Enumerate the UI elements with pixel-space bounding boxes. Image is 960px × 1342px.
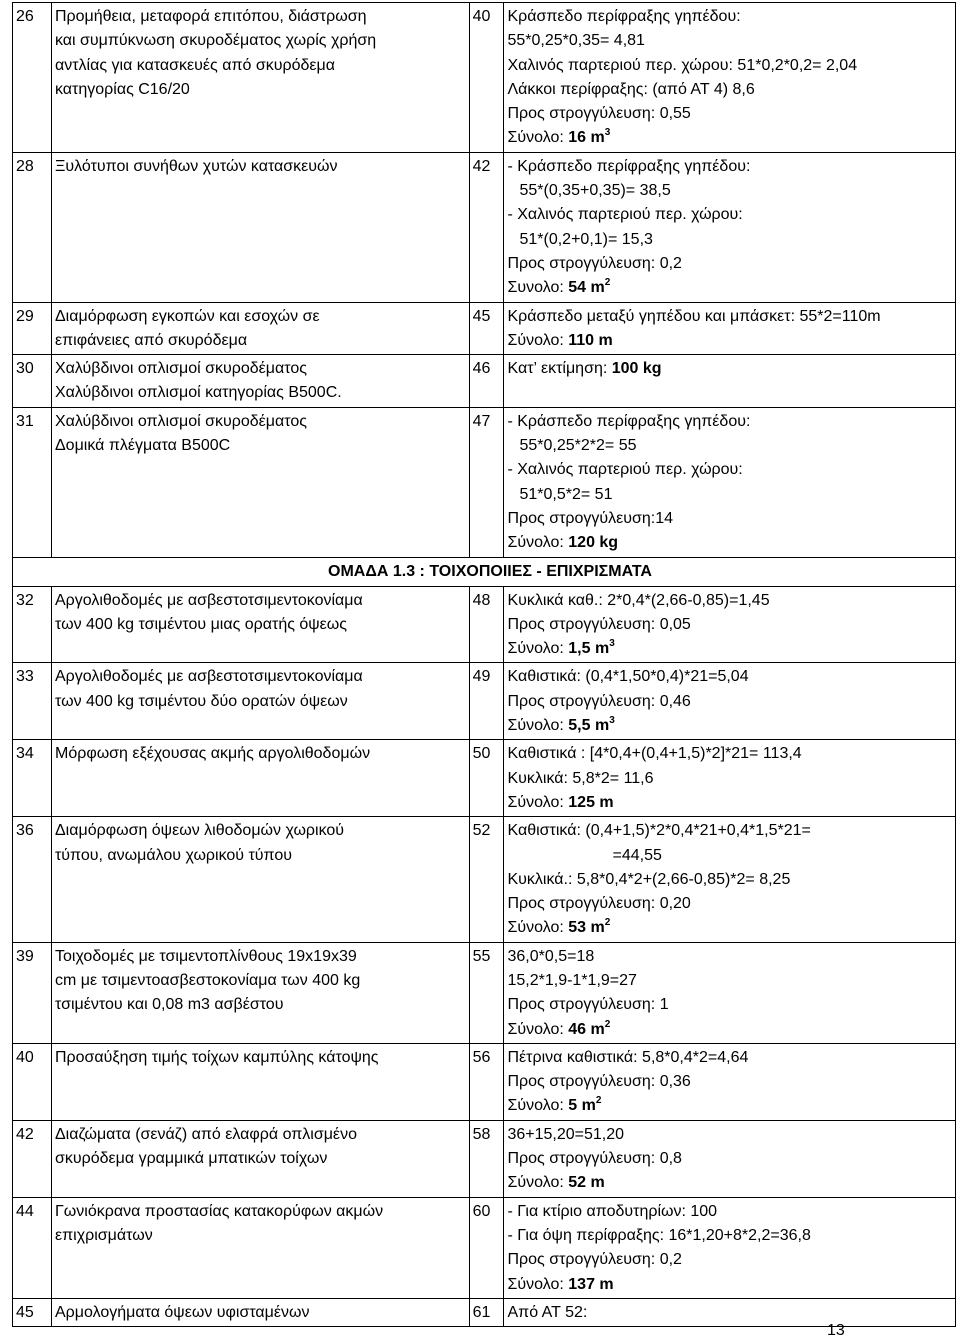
calc-line xyxy=(507,1147,952,1171)
item-number-cell xyxy=(13,740,52,817)
calc-line-text: Κυκλικά.: 5,8*0,4*2+(2,66-0,85)*2= 8,25 xyxy=(507,870,791,888)
calc-line xyxy=(507,690,952,714)
group-header-cell xyxy=(13,557,956,586)
calc-line xyxy=(507,410,952,434)
calc-line xyxy=(507,5,952,29)
calc-line xyxy=(507,791,952,815)
calc-line xyxy=(507,531,952,555)
item-description-cell xyxy=(51,302,469,355)
calc-line xyxy=(507,357,952,381)
calc-line-text: Κράσπεδο μεταξύ γηπέδου και μπάσκετ: 55*2=110m xyxy=(507,307,881,325)
calc-line-text: Σύνολο: xyxy=(507,1097,569,1115)
calc-line-text: Προς στρογγύλευση: 0,2 xyxy=(507,1251,682,1269)
calc-number-cell xyxy=(469,1298,504,1326)
item-number-cell xyxy=(13,1298,52,1326)
calc-line xyxy=(507,844,952,868)
table-row xyxy=(13,817,956,942)
calc-total-value: 110 m xyxy=(568,331,613,349)
table-row xyxy=(13,355,956,408)
calc-line-text: Σύνολο: xyxy=(507,331,569,349)
calc-line-text: Σύνολο: xyxy=(507,919,569,937)
calc-number-cell xyxy=(469,942,504,1043)
calc-number-cell xyxy=(469,3,504,153)
item-description-cell xyxy=(51,1197,469,1298)
calc-total-value: 120 kg xyxy=(568,534,619,552)
table-row xyxy=(13,407,956,557)
calc-number-cell xyxy=(469,1043,504,1120)
item-description-line: επιχρισμάτων xyxy=(54,1226,153,1244)
item-description-line: Προσαύξηση τιμής τοίχων καμπύλης κάτοψης xyxy=(54,1048,379,1066)
calc-line xyxy=(507,458,952,482)
calc-total-value: 5,5 m xyxy=(568,717,610,735)
item-number: 36 xyxy=(16,822,34,840)
table-section-after xyxy=(13,586,956,1327)
calc-number: 46 xyxy=(472,360,491,378)
item-description-line: των 400 kg τσιμέντου δύο ορατών όψεων xyxy=(54,692,348,710)
item-number: 32 xyxy=(16,591,34,609)
item-number: 45 xyxy=(16,1303,34,1321)
group-header-row xyxy=(13,557,956,586)
calc-line xyxy=(507,1123,952,1147)
calc-details-cell xyxy=(504,1120,956,1197)
calc-details-cell xyxy=(504,302,956,355)
item-description-cell xyxy=(51,740,469,817)
item-description-cell xyxy=(51,152,469,302)
item-number-cell xyxy=(13,586,52,663)
item-number: 30 xyxy=(16,360,34,378)
item-description-line: Γωνιόκρανα προστασίας κατακορύφων ακμών xyxy=(54,1202,384,1220)
calc-line-text: Προς στρογγύλευση: 0,36 xyxy=(507,1073,691,1091)
calc-line xyxy=(507,507,952,531)
item-description-line: Διαμόρφωση όψεων λιθοδομών χωρικού xyxy=(54,822,345,840)
item-description-line: Δομικά πλέγματα B500C xyxy=(54,437,231,455)
calc-number: 48 xyxy=(472,591,491,609)
calc-line xyxy=(507,228,952,252)
quantities-table xyxy=(12,2,956,1327)
calc-line xyxy=(507,969,952,993)
calc-line-text: Προς στρογγύλευση: 0,46 xyxy=(507,692,691,710)
calc-line-text: 36+15,20=51,20 xyxy=(507,1125,625,1143)
calc-line xyxy=(507,868,952,892)
calc-details-cell xyxy=(504,407,956,557)
item-number: 42 xyxy=(16,1125,34,1143)
calc-line xyxy=(507,179,952,203)
calc-line-text: Σύνολο: xyxy=(507,717,569,735)
calc-line-text: Σύνολο: xyxy=(507,1020,569,1038)
calc-line-text: Χαλινός παρτεριού περ. χώρου: 51*0,2*0,2= 2,04 xyxy=(507,56,858,74)
calc-total-value: 5 m xyxy=(568,1097,596,1115)
calc-total-value: 54 m xyxy=(568,279,605,297)
calc-line-text: Κυκλικά: 5,8*2= 11,6 xyxy=(507,769,654,787)
item-description-line: Χαλύβδινοι οπλισμοί κατηγορίας B500C. xyxy=(54,384,342,402)
item-description-cell xyxy=(51,407,469,557)
item-description-line: Χαλύβδινοι οπλισμοί σκυροδέματος xyxy=(54,360,307,378)
calc-line xyxy=(507,1070,952,1094)
calc-details-cell xyxy=(504,1298,956,1326)
calc-line xyxy=(507,1094,952,1118)
calc-line xyxy=(507,819,952,843)
calc-line-text: Λάκκοι περίφραξης: (από ΑΤ 4) 8,6 xyxy=(507,80,755,98)
item-description-cell xyxy=(51,1043,469,1120)
calc-details-cell xyxy=(504,1197,956,1298)
calc-details-cell xyxy=(504,942,956,1043)
calc-line-text: Κράσπεδο περίφραξης γηπέδου: xyxy=(507,8,741,25)
item-description-cell xyxy=(51,355,469,408)
calc-line-text: Προς στρογγύλευση: 0,8 xyxy=(507,1150,682,1168)
item-description-line: τσιμέντου και 0,08 m3 ασβέστου xyxy=(54,996,284,1014)
calc-line-text: Καθιστικά: (0,4*1,50*0,4)*21=5,04 xyxy=(507,668,749,686)
item-number-cell xyxy=(13,663,52,740)
calc-number: 52 xyxy=(472,822,491,840)
table-row xyxy=(13,1043,956,1120)
item-description-line: αντλίας για κατασκευές από σκυρόδεμα xyxy=(54,56,335,74)
item-description-line: σκυρόδεμα γραμμικά μπατικών τοίχων xyxy=(54,1150,328,1168)
item-description-line: Αρμολογήματα όψεων υφισταμένων xyxy=(54,1303,310,1321)
item-number: 29 xyxy=(16,307,34,325)
calc-number: 55 xyxy=(472,947,491,965)
calc-number-cell xyxy=(469,152,504,302)
calc-line-text: - Χαλινός παρτεριού περ. χώρου: xyxy=(507,206,743,224)
unit-exponent: 2 xyxy=(604,917,611,929)
calc-line xyxy=(507,434,952,458)
calc-line-text: 15,2*1,9-1*1,9=27 xyxy=(507,971,637,989)
item-description-line: Μόρφωση εξέχουσας ακμής αργολιθοδομών xyxy=(54,745,371,763)
calc-line xyxy=(507,1301,952,1325)
calc-line-text: Προς στρογγύλευση: 0,05 xyxy=(507,615,691,633)
calc-line xyxy=(507,126,952,150)
calc-number-cell xyxy=(469,586,504,663)
table-row xyxy=(13,1298,956,1326)
calc-number: 56 xyxy=(472,1048,491,1066)
calc-details-cell xyxy=(504,817,956,942)
item-number: 33 xyxy=(16,668,34,686)
item-description-line: Διαζώματα (σενάζ) από ελαφρά οπλισμένο xyxy=(54,1125,357,1143)
calc-total-value: 100 kg xyxy=(611,360,662,378)
item-description-line: Χαλύβδινοι οπλισμοί σκυροδέματος xyxy=(54,412,307,430)
calc-number: 49 xyxy=(472,668,491,686)
calc-line-text: Κυκλικά καθ.: 2*0,4*(2,66-0,85)=1,45 xyxy=(507,591,770,609)
calc-details-cell xyxy=(504,1043,956,1120)
calc-line-text: Σύνολο: xyxy=(507,793,569,811)
item-description-line: τύπου, ανωμάλου χωρικού τύπου xyxy=(54,846,293,864)
item-description-line: και συμπύκνωση σκυροδέματος χωρίς χρήση xyxy=(54,32,377,50)
calc-line xyxy=(507,637,952,661)
item-description-line: Αργολιθοδομές με ασβεστοτσιμεντοκονίαμα xyxy=(54,668,363,686)
calc-line xyxy=(507,78,952,102)
item-number-cell xyxy=(13,942,52,1043)
table-row xyxy=(13,152,956,302)
calc-line xyxy=(507,1171,952,1195)
item-description-line: cm με τσιμεντοασβεστοκονίαμα των 400 kg xyxy=(54,971,361,989)
calc-line-text: =44,55 xyxy=(612,846,662,864)
calc-number: 60 xyxy=(472,1202,491,1220)
item-description-cell xyxy=(51,586,469,663)
item-number: 26 xyxy=(16,8,34,25)
calc-line xyxy=(507,665,952,689)
item-number-cell xyxy=(13,1043,52,1120)
calc-number-cell xyxy=(469,355,504,408)
calc-line-text: Πέτρινα καθιστικά: 5,8*0,4*2=4,64 xyxy=(507,1048,749,1066)
calc-line-text: 36,0*0,5=18 xyxy=(507,947,595,965)
item-number: 34 xyxy=(16,745,34,763)
unit-exponent: 2 xyxy=(604,1018,611,1030)
calc-number-cell xyxy=(469,663,504,740)
item-description-line: επιφάνειες από σκυρόδεμα xyxy=(54,331,248,349)
calc-line-text: Σύνολο: xyxy=(507,1275,569,1293)
item-number-cell xyxy=(13,152,52,302)
calc-line xyxy=(507,203,952,227)
calc-line xyxy=(507,155,952,179)
item-description-line: των 400 kg τσιμέντου μιας ορατής όψεως xyxy=(54,615,348,633)
item-description-cell xyxy=(51,942,469,1043)
calc-line xyxy=(507,29,952,53)
calc-line-text: 55*0,25*2*2= 55 xyxy=(519,437,637,455)
calc-line xyxy=(507,1018,952,1042)
calc-line xyxy=(507,1200,952,1224)
table-row xyxy=(13,740,956,817)
item-description-line: Διαμόρφωση εγκοπών και εσοχών σε xyxy=(54,307,320,325)
item-number: 31 xyxy=(16,412,34,430)
unit-exponent: 3 xyxy=(609,715,615,727)
calc-line-text: Καθιστικά : [4*0,4+(0,4+1,5)*2]*21= 113,4 xyxy=(507,745,802,763)
calc-details-cell xyxy=(504,3,956,153)
group-header: ΟΜΑΔΑ 1.3 : ΤΟΙΧΟΠΟΙΙΕΣ - ΕΠΙΧΡΙΣΜΑΤΑ xyxy=(328,562,652,580)
item-number: 39 xyxy=(16,947,34,965)
item-description-line: Τοιχοδομές με τσιμεντοπλίνθους 19x19x39 xyxy=(54,947,357,965)
calc-line-text: 51*0,5*2= 51 xyxy=(519,485,613,503)
calc-line-text: Προς στρογγύλευση: 0,55 xyxy=(507,105,691,123)
item-description-line: Αργολιθοδομές με ασβεστοτσιμεντοκονίαμα xyxy=(54,591,363,609)
table-row xyxy=(13,586,956,663)
item-number-cell xyxy=(13,302,52,355)
calc-total-value: 52 m xyxy=(568,1174,605,1192)
item-description-cell xyxy=(51,1120,469,1197)
calc-details-cell xyxy=(504,663,956,740)
calc-line xyxy=(507,252,952,276)
calc-line xyxy=(507,916,952,940)
calc-line xyxy=(507,483,952,507)
item-number-cell xyxy=(13,355,52,408)
calc-number-cell xyxy=(469,1197,504,1298)
table-row xyxy=(13,1197,956,1298)
calc-line-text: Προς στρογγύλευση: 0,2 xyxy=(507,254,682,272)
calc-number-cell xyxy=(469,817,504,942)
calc-details-cell xyxy=(504,586,956,663)
calc-number: 40 xyxy=(472,8,491,25)
item-number: 28 xyxy=(16,157,34,175)
calc-line xyxy=(507,742,952,766)
item-description-cell xyxy=(51,1298,469,1326)
item-number: 44 xyxy=(16,1202,34,1220)
item-number-cell xyxy=(13,407,52,557)
calc-line-text: Σύνολο: xyxy=(507,534,569,552)
unit-exponent: 2 xyxy=(604,277,611,289)
calc-line xyxy=(507,102,952,126)
calc-number: 47 xyxy=(472,412,491,430)
calc-line-text: - Κράσπεδο περίφραξης γηπέδου: xyxy=(507,412,751,430)
unit-exponent: 2 xyxy=(595,1095,602,1107)
page-number: 13 xyxy=(827,1322,845,1339)
calc-line-text: Προς στρογγύλευση: 0,20 xyxy=(507,895,691,913)
calc-total-value: 125 m xyxy=(568,793,614,811)
calc-line-text: Από ΑΤ 52: xyxy=(507,1303,588,1321)
calc-number-cell xyxy=(469,407,504,557)
calc-line-text: Κατ’ εκτίμηση: xyxy=(507,360,612,378)
item-number-cell xyxy=(13,1120,52,1197)
unit-exponent: 3 xyxy=(609,638,615,650)
calc-number: 58 xyxy=(472,1125,491,1143)
calc-details-cell xyxy=(504,740,956,817)
item-description-line: Ξυλότυποι συνήθων χυτών κατασκευών xyxy=(54,157,338,175)
calc-line-text: 55*(0,35+0,35)= 38,5 xyxy=(519,182,671,200)
calc-total-value: 16 m xyxy=(568,129,605,147)
item-number-cell xyxy=(13,3,52,153)
calc-line xyxy=(507,1046,952,1070)
calc-line xyxy=(507,276,952,300)
calc-line-text: Σύνολο: xyxy=(507,129,569,147)
calc-line-text: - Για όψη περίφραξης: 16*1,20+8*2,2=36,8 xyxy=(507,1226,811,1244)
item-number-cell xyxy=(13,1197,52,1298)
calc-line xyxy=(507,1224,952,1248)
calc-line-text: 55*0,25*0,35= 4,81 xyxy=(507,32,645,50)
calc-line-text: Σύνολο: xyxy=(507,640,569,658)
calc-line xyxy=(507,329,952,353)
item-description-line: Προμήθεια, μεταφορά επιτόπου, διάστρωση xyxy=(54,8,367,25)
calc-total-value: 137 m xyxy=(568,1275,614,1293)
table-row xyxy=(13,942,956,1043)
table-row xyxy=(13,3,956,153)
group-header-section xyxy=(13,557,956,586)
table-row xyxy=(13,1120,956,1197)
calc-line xyxy=(507,767,952,791)
calc-line-text: - Κράσπεδο περίφραξης γηπέδου: xyxy=(507,157,751,175)
calc-line xyxy=(507,892,952,916)
calc-number: 45 xyxy=(472,307,491,325)
table-row xyxy=(13,663,956,740)
calc-number: 42 xyxy=(472,157,491,175)
calc-number-cell xyxy=(469,740,504,817)
item-description-line: κατηγορίας C16/20 xyxy=(54,80,190,98)
item-description-cell xyxy=(51,663,469,740)
calc-number: 61 xyxy=(472,1303,491,1321)
calc-line-text: Προς στρογγύλευση:14 xyxy=(507,509,674,527)
calc-line-text: Καθιστικά: (0,4+1,5)*2*0,4*21+0,4*1,5*21= xyxy=(507,822,811,840)
item-number-cell xyxy=(13,817,52,942)
calc-number-cell xyxy=(469,302,504,355)
calc-line-text: - Για κτίριο αποδυτηρίων: 100 xyxy=(507,1202,718,1220)
item-description-cell xyxy=(51,817,469,942)
calc-total-value: 46 m xyxy=(568,1020,605,1038)
table-row xyxy=(13,302,956,355)
table-section-before xyxy=(13,3,956,558)
calc-line-text: 51*(0,2+0,1)= 15,3 xyxy=(519,230,653,248)
calc-number-cell xyxy=(469,1120,504,1197)
calc-line-text: Προς στρογγύλευση: 1 xyxy=(507,996,669,1014)
calc-details-cell xyxy=(504,355,956,408)
calc-line-text: - Χαλινός παρτεριού περ. χώρου: xyxy=(507,461,743,479)
calc-number: 50 xyxy=(472,745,491,763)
calc-total-value: 53 m xyxy=(568,919,605,937)
calc-line xyxy=(507,1273,952,1297)
unit-exponent: 3 xyxy=(604,127,611,139)
calc-line xyxy=(507,589,952,613)
item-description-cell xyxy=(51,3,469,153)
calc-line xyxy=(507,993,952,1017)
calc-line xyxy=(507,613,952,637)
calc-line xyxy=(507,945,952,969)
calc-line xyxy=(507,1248,952,1272)
calc-line xyxy=(507,54,952,78)
calc-line-text: Σύνολο: xyxy=(507,1174,569,1192)
calc-line-text: Συνολο: xyxy=(507,279,569,297)
item-number: 40 xyxy=(16,1048,34,1066)
calc-line xyxy=(507,714,952,738)
calc-total-value: 1,5 m xyxy=(568,640,610,658)
calc-line xyxy=(507,305,952,329)
calc-details-cell xyxy=(504,152,956,302)
